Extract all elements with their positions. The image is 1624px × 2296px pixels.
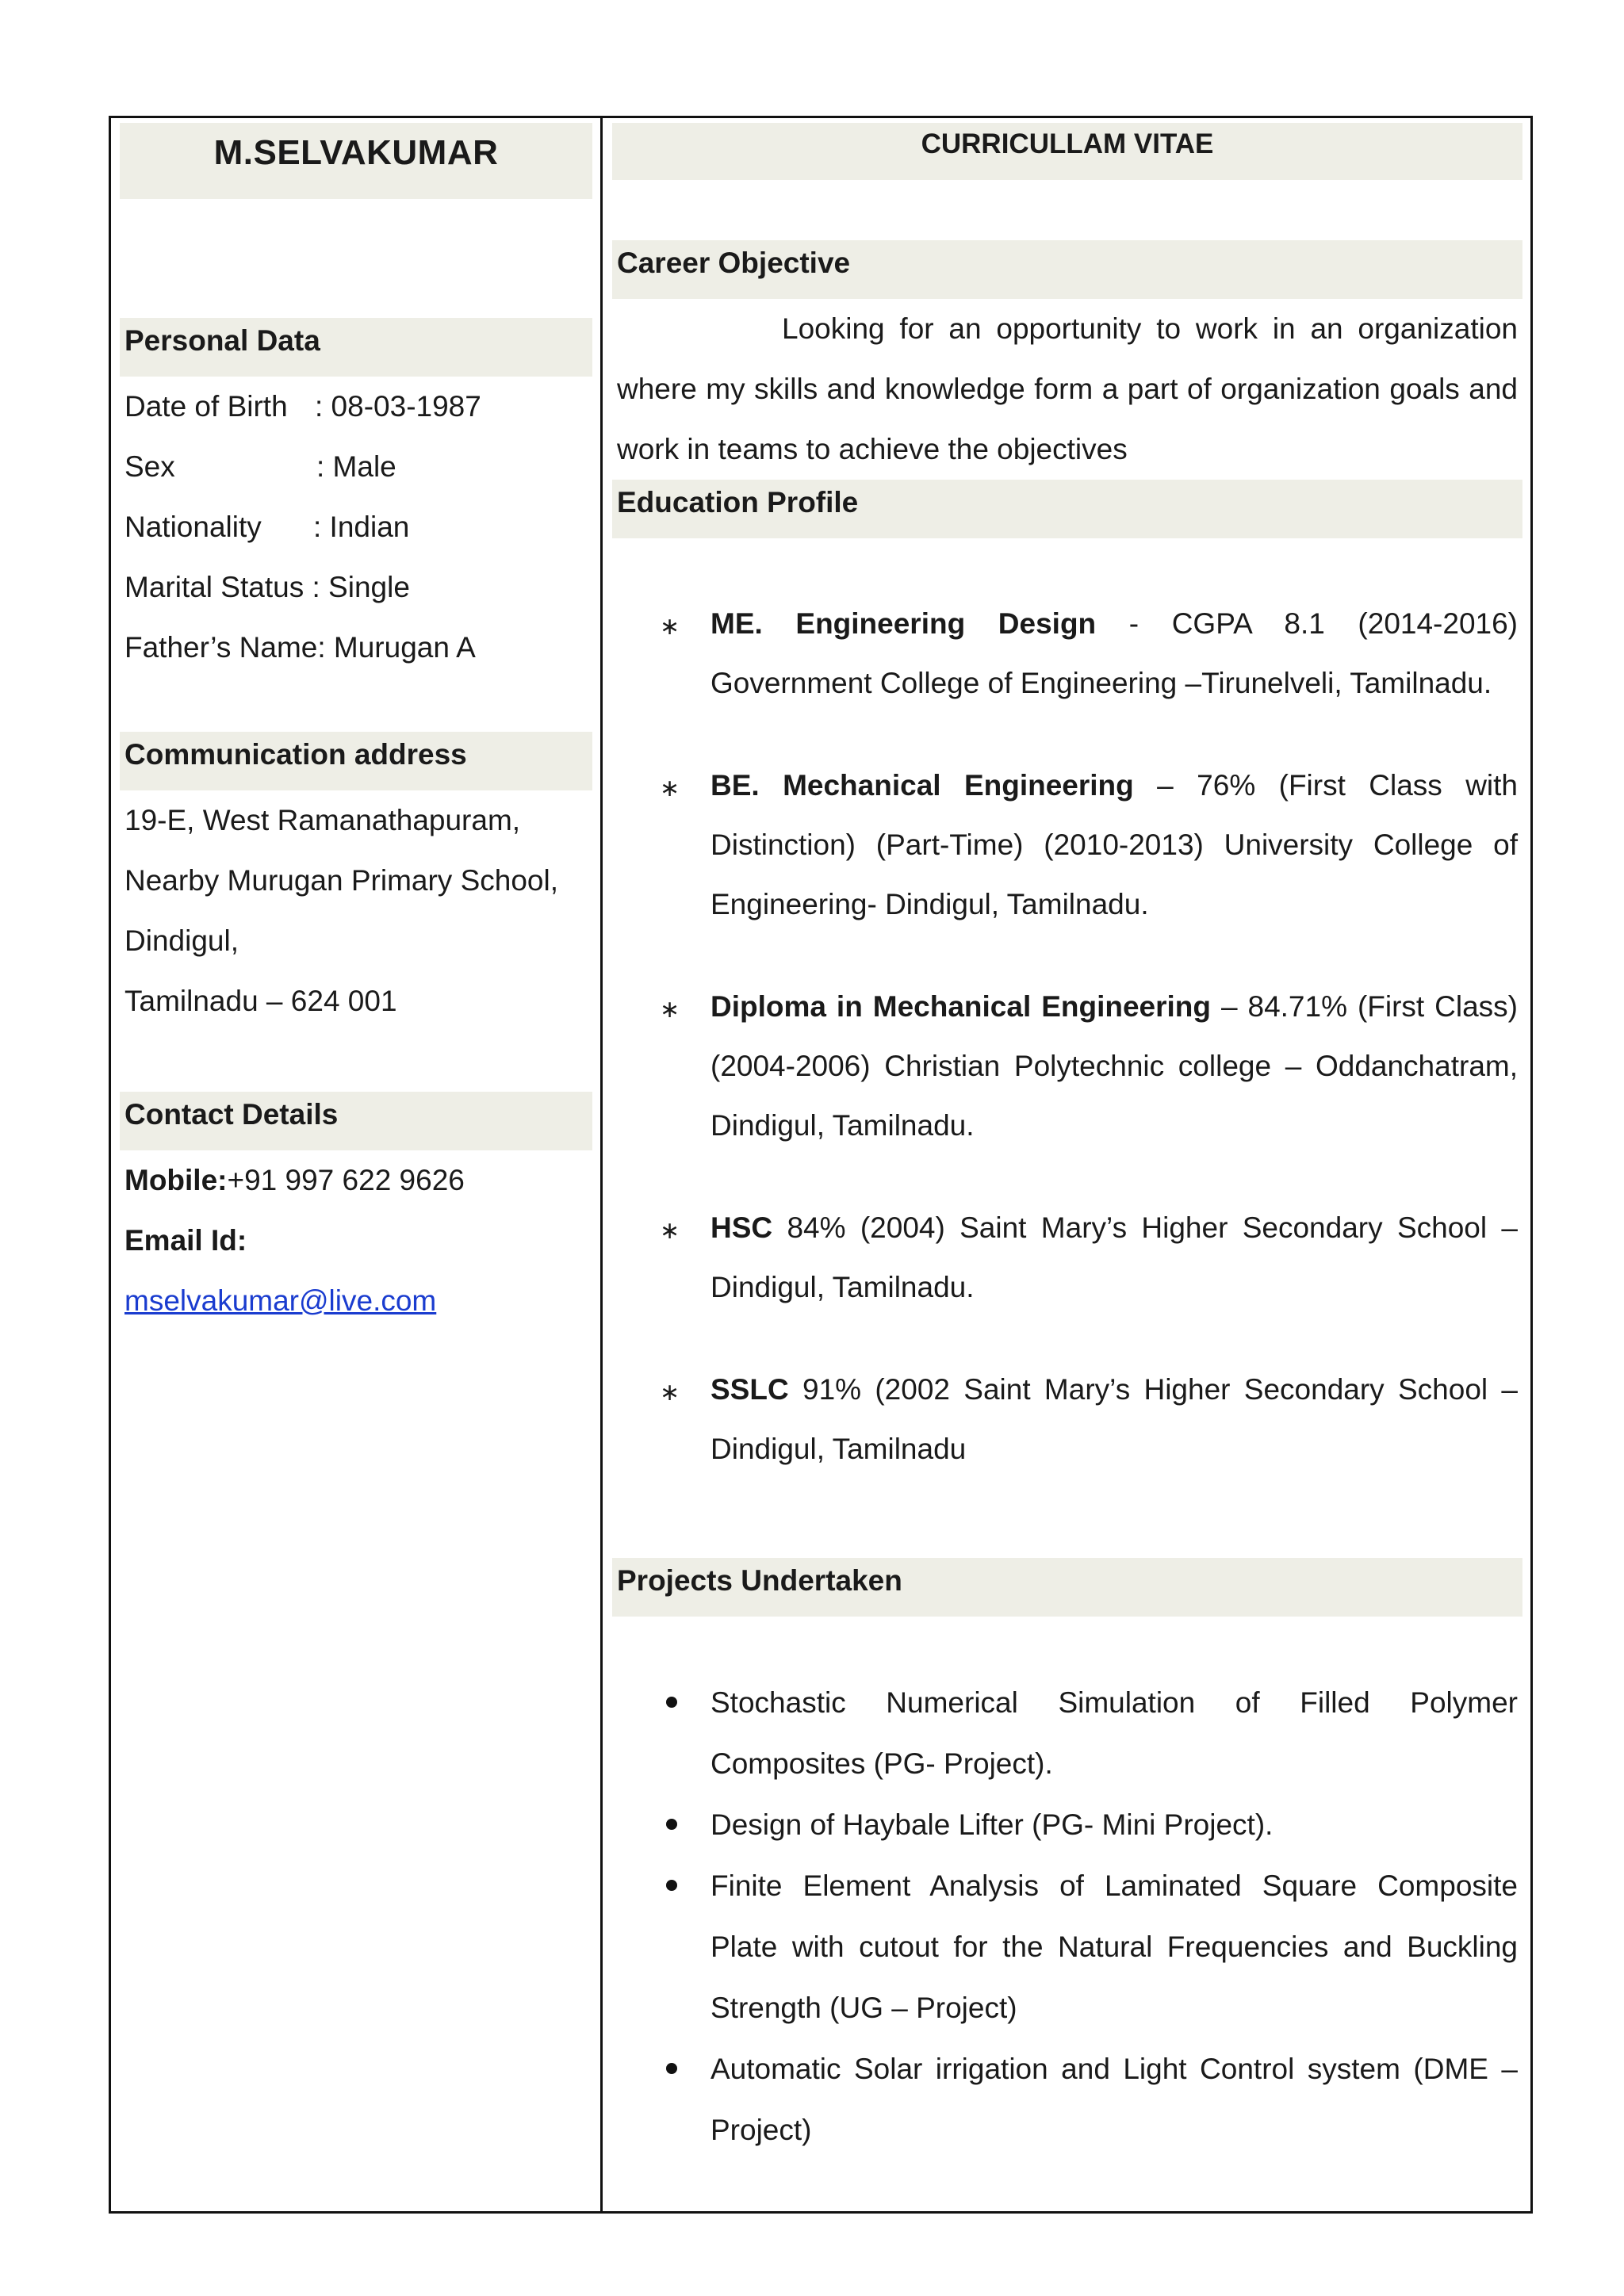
asterisk-bullet-icon: ∗ <box>660 1218 680 1244</box>
column-divider <box>600 118 603 2211</box>
bullet-icon <box>666 1697 677 1708</box>
career-objective-text: Looking for an opportunity to work in an organization where my skills and knowledge form a part of organization goals and work in teams to achieve the objectives <box>617 312 1518 465</box>
asterisk-bullet-icon: ∗ <box>660 997 680 1023</box>
career-objective-heading: Career Objective <box>612 240 1522 299</box>
project-item <box>612 2038 1522 2160</box>
education-list <box>612 594 1522 1479</box>
education-item <box>612 756 1522 934</box>
dob-value: : 08-03-1987 <box>315 390 481 423</box>
project-item <box>612 1855 1522 2038</box>
left-column <box>120 123 592 1331</box>
mobile-label: Mobile: <box>124 1164 228 1196</box>
candidate-name: M.SELVAKUMAR <box>120 123 592 199</box>
email-label-row <box>120 1211 592 1271</box>
bullet-icon <box>666 1819 677 1830</box>
marital-value: : Single <box>312 571 410 603</box>
resume-frame <box>109 116 1533 2214</box>
dob-row <box>120 377 592 437</box>
bullet-icon <box>666 2063 677 2074</box>
project-item <box>612 1672 1522 1794</box>
education-details: – 76% (First Class with Distinction) (Part-Time) (2010-2013) University College of Engineering- Dindigul, Tamilnadu. <box>710 769 1518 920</box>
address-line-4: Tamilnadu – 624 001 <box>124 985 397 1017</box>
education-details: - CGPA 8.1 (2014-2016) Government College of Engineering –Tirunelveli, Tamilnadu. <box>710 607 1518 699</box>
education-item <box>612 594 1522 713</box>
document-title: CURRICULLAM VITAE <box>612 123 1522 180</box>
bullet-icon <box>666 1880 677 1891</box>
contact-heading: Contact Details <box>120 1092 592 1150</box>
email-label: Email Id: <box>124 1224 247 1257</box>
address-heading: Communication address <box>120 732 592 790</box>
education-heading: Education Profile <box>612 480 1522 538</box>
education-degree: Diploma in Mechanical Engineering <box>710 990 1211 1023</box>
address-line-2: Nearby Murugan Primary School, <box>124 864 558 897</box>
education-degree: BE. Mechanical Engineering <box>710 769 1134 802</box>
education-degree: HSC <box>710 1211 773 1244</box>
education-details: – 84.71% (First Class) (2004-2006) Christian Polytechnic college – Oddanchatram, Dindigul, Tamilnadu. <box>710 990 1518 1142</box>
mobile-row <box>120 1150 592 1211</box>
education-item <box>612 1360 1522 1479</box>
email-link[interactable]: mselvakumar@live.com <box>124 1284 437 1317</box>
education-item <box>612 977 1522 1155</box>
projects-list <box>612 1672 1522 2160</box>
education-degree: ME. Engineering Design <box>710 607 1097 640</box>
marital-row <box>120 557 592 618</box>
dob-label: Date of Birth <box>124 390 288 423</box>
project-text: Stochastic Numerical Simulation of Filled Polymer Composites (PG- Project). <box>710 1686 1518 1780</box>
address-line-1: 19-E, West Ramanathapuram, <box>124 804 521 836</box>
father-row <box>120 618 592 678</box>
father-value: Murugan A <box>333 631 476 664</box>
project-text: Finite Element Analysis of Laminated Square Composite Plate with cutout for the Natural Frequencies and Buckling Strength (UG – Project) <box>710 1869 1518 2024</box>
nationality-value: : Indian <box>313 511 410 543</box>
sex-row <box>120 437 592 497</box>
education-degree: SSLC <box>710 1373 789 1406</box>
project-item <box>612 1794 1522 1855</box>
education-item <box>612 1198 1522 1317</box>
marital-label: Marital Status <box>124 571 304 603</box>
nationality-row <box>120 497 592 557</box>
asterisk-bullet-icon: ∗ <box>660 775 680 802</box>
project-text: Design of Haybale Lifter (PG- Mini Project). <box>710 1808 1274 1841</box>
sex-label: Sex <box>124 450 175 483</box>
mobile-value: +91 997 622 9626 <box>227 1164 465 1196</box>
father-label: Father’s Name: <box>124 631 326 664</box>
email-row <box>120 1271 592 1331</box>
project-text: Automatic Solar irrigation and Light Control system (DME – Project) <box>710 2053 1518 2146</box>
personal-data-heading: Personal Data <box>120 318 592 377</box>
education-details: 91% (2002 Saint Mary’s Higher Secondary School – Dindigul, Tamilnadu <box>710 1373 1518 1465</box>
right-column <box>612 123 1522 2160</box>
address-line-3: Dindigul, <box>124 924 239 957</box>
nationality-label: Nationality <box>124 511 262 543</box>
asterisk-bullet-icon: ∗ <box>660 1380 680 1406</box>
asterisk-bullet-icon: ∗ <box>660 614 680 640</box>
projects-heading: Projects Undertaken <box>612 1558 1522 1617</box>
sex-value: : Male <box>316 450 396 483</box>
education-details: 84% (2004) Saint Mary’s Higher Secondary School – Dindigul, Tamilnadu. <box>710 1211 1518 1303</box>
